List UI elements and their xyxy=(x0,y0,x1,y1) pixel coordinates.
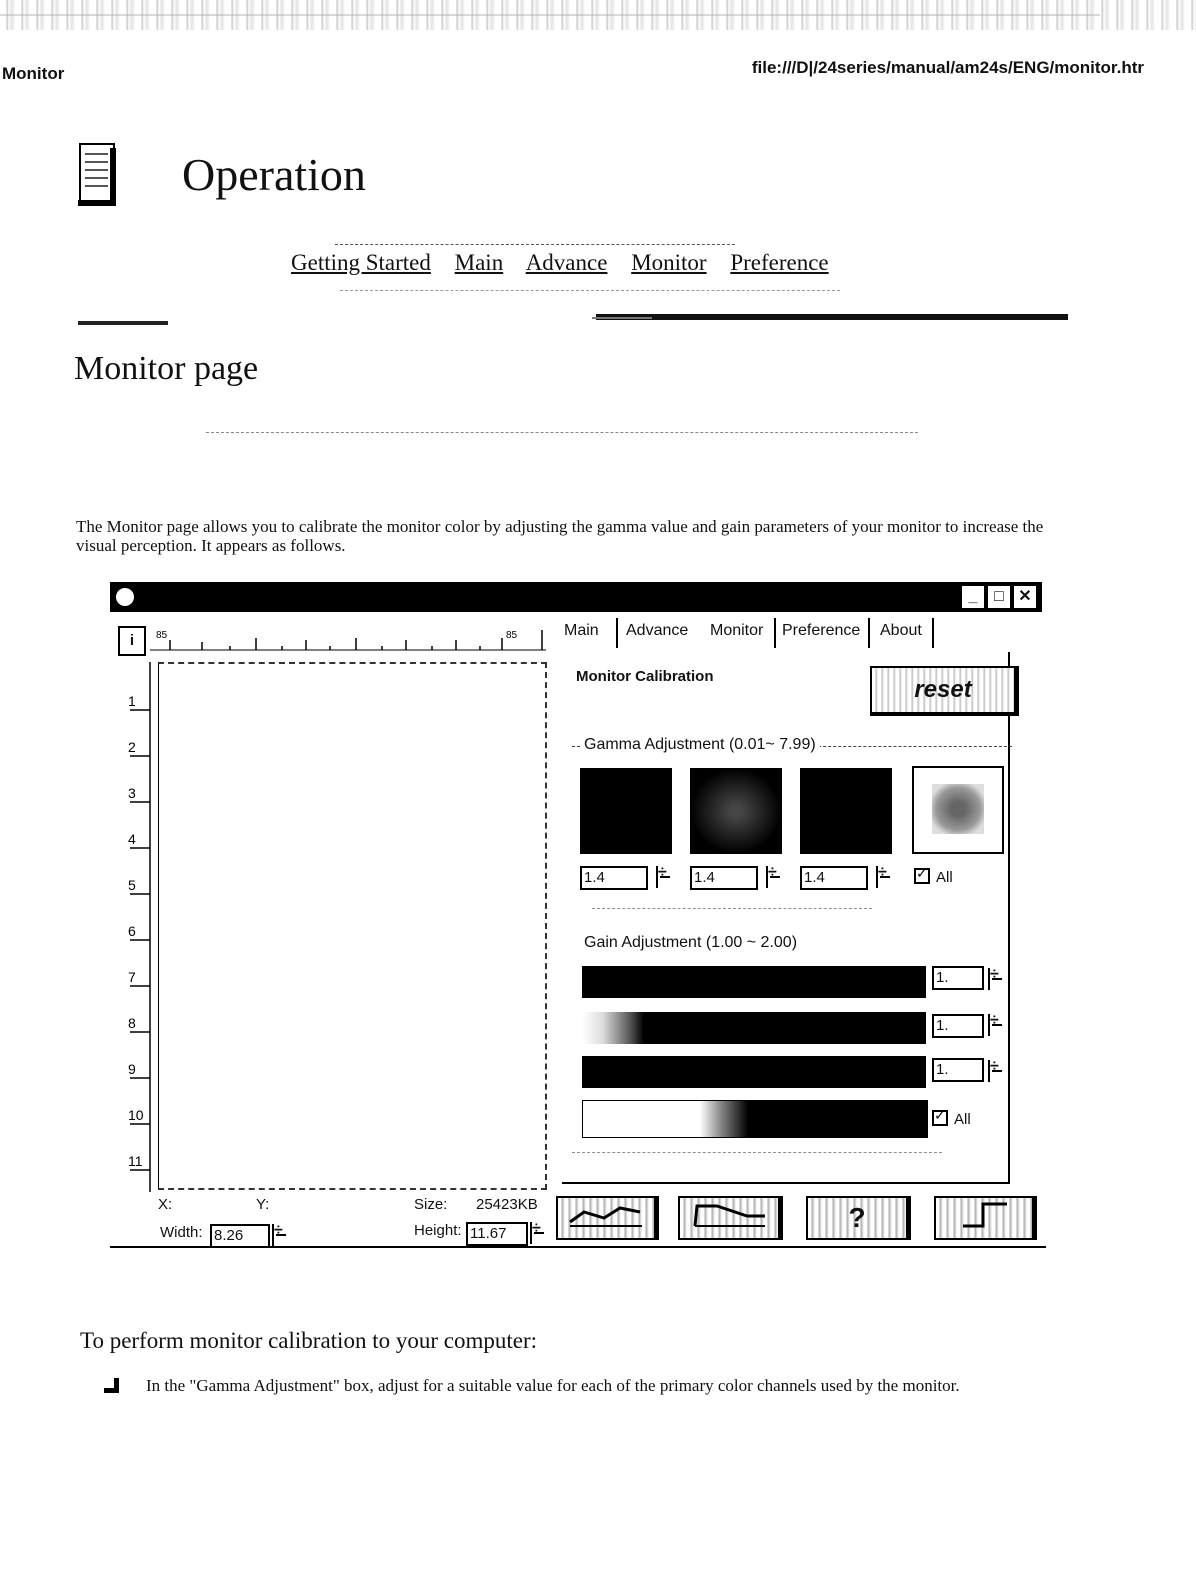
vertical-ruler xyxy=(128,662,152,1192)
gamma-green-spinner[interactable] xyxy=(766,866,782,888)
ruler-v-label: 6 xyxy=(128,923,136,939)
bullet-icon xyxy=(104,1378,122,1394)
nav-divider-bottom xyxy=(340,290,840,292)
tab-separator xyxy=(774,618,776,648)
horizontal-ruler xyxy=(150,626,546,654)
gain-red-input[interactable]: 1. xyxy=(932,966,984,990)
gamma-green-swatch xyxy=(690,768,782,854)
gamma-red-swatch xyxy=(580,768,672,854)
gamma-green-input[interactable]: 1.4 xyxy=(690,866,758,890)
gamma-all-checkbox[interactable] xyxy=(914,866,953,886)
height-label: Height: xyxy=(414,1222,462,1239)
gamma-blue-spinner[interactable] xyxy=(876,866,892,888)
gamma-combined-swatch xyxy=(912,766,1004,854)
tab-about[interactable]: About xyxy=(880,622,922,639)
ruler-v-label: 3 xyxy=(128,785,136,801)
ruler-v-label: 7 xyxy=(128,969,136,985)
tab-preference[interactable]: Preference xyxy=(782,622,861,639)
app-window xyxy=(110,582,1042,1254)
ruler-v-label: 9 xyxy=(128,1061,136,1077)
scan-button[interactable] xyxy=(556,1196,659,1240)
height-spinner[interactable] xyxy=(530,1222,546,1244)
intro-paragraph: The Monitor page allows you to calibrate the monitor color by adjusting the gamma value and gain parameters of your monitor to increase the visual perception. It appears as follows. xyxy=(76,517,1044,555)
ruler-v-label: 8 xyxy=(128,1015,136,1031)
close-button[interactable]: ✕ xyxy=(1012,584,1038,610)
monitor-calibration-heading: Monitor Calibration xyxy=(576,668,714,685)
size-label: Size: xyxy=(414,1196,448,1213)
ruler-v-label: 4 xyxy=(128,831,136,847)
tab-separator xyxy=(616,618,618,648)
rule-right xyxy=(596,314,1068,320)
gain-all-bar[interactable] xyxy=(582,1100,928,1138)
nav-divider-top xyxy=(335,244,735,246)
tab-monitor[interactable]: Monitor xyxy=(710,622,764,639)
gamma-red-input[interactable]: 1.4 xyxy=(580,866,648,890)
gain-blue-bar[interactable] xyxy=(582,1056,926,1088)
exit-button[interactable] xyxy=(934,1196,1037,1240)
nav-link-preference[interactable]: Preference xyxy=(730,250,829,275)
nav-link-getting-started[interactable]: Getting Started xyxy=(291,250,431,275)
window-bottom-rule xyxy=(110,1246,1046,1248)
checkbox-icon xyxy=(914,868,930,884)
cursor-y-label: Y: xyxy=(256,1196,270,1213)
gain-blue-spinner[interactable] xyxy=(988,1060,1004,1082)
print-header-title: Monitor xyxy=(2,64,65,83)
scan-noise xyxy=(0,0,1196,30)
gamma-blue-swatch xyxy=(800,768,892,854)
ruler-v-label: 10 xyxy=(128,1107,144,1123)
tab-advance[interactable]: Advance xyxy=(626,622,689,639)
gain-green-bar[interactable] xyxy=(582,1012,926,1044)
help-button[interactable]: ? xyxy=(806,1196,911,1240)
scan-preview-canvas[interactable] xyxy=(158,662,547,1190)
gain-adjustment-label: Gain Adjustment (1.00 ~ 2.00) xyxy=(580,934,801,952)
gain-all-label: All xyxy=(954,1111,971,1128)
document-icon xyxy=(74,140,120,208)
cursor-x-label: X: xyxy=(158,1196,173,1213)
gain-red-spinner[interactable] xyxy=(988,968,1004,990)
step-1: In the "Gamma Adjustment" box, adjust for a suitable value for each of the primary color channels used by the monitor. xyxy=(146,1376,960,1395)
howto-heading: To perform monitor calibration to your computer: xyxy=(80,1328,537,1353)
width-input[interactable]: 8.26 xyxy=(210,1224,270,1248)
ruler-v-label: 2 xyxy=(128,739,136,755)
tab-main[interactable]: Main xyxy=(564,622,599,639)
gain-red-bar[interactable] xyxy=(582,966,926,998)
print-header-url: file:///D|/24series/manual/am24s/ENG/monitor.htr xyxy=(751,58,1144,77)
app-icon xyxy=(116,588,134,606)
gain-blue-input[interactable]: 1. xyxy=(932,1058,984,1082)
ruler-h-label-start: 85 xyxy=(156,630,168,641)
ruler-v-label: 11 xyxy=(128,1153,143,1169)
rule-left xyxy=(78,321,168,325)
ruler-v-label: 5 xyxy=(128,877,136,893)
gamma-blue-input[interactable]: 1.4 xyxy=(800,866,868,890)
gamma-group-bottom xyxy=(592,908,872,910)
scan-icon xyxy=(564,1198,648,1232)
preview-button[interactable] xyxy=(678,1196,783,1240)
preview-icon xyxy=(687,1198,771,1232)
width-spinner[interactable] xyxy=(272,1224,288,1246)
gamma-all-label: All xyxy=(936,869,953,886)
height-input[interactable]: 11.67 xyxy=(466,1222,528,1246)
title-divider xyxy=(206,432,918,434)
minimize-button[interactable]: _ xyxy=(960,584,986,610)
page-title: Monitor page xyxy=(74,350,259,387)
gain-group-bottom xyxy=(572,1152,942,1154)
ruler-v-label: 1 xyxy=(128,693,136,709)
section-title: Operation xyxy=(182,149,366,200)
gain-green-spinner[interactable] xyxy=(988,1014,1004,1036)
info-button[interactable]: i xyxy=(118,626,146,656)
exit-icon xyxy=(949,1198,1019,1232)
maximize-button[interactable]: □ xyxy=(986,584,1012,610)
gamma-adjustment-label: Gamma Adjustment (0.01~ 7.99) xyxy=(580,736,820,754)
gain-green-input[interactable]: 1. xyxy=(932,1014,984,1038)
window-title-bar xyxy=(110,582,1042,612)
size-value: 25423KB xyxy=(476,1196,538,1213)
nav-link-monitor[interactable]: Monitor xyxy=(631,250,707,275)
reset-button[interactable]: reset xyxy=(870,666,1019,716)
tab-separator xyxy=(932,618,934,648)
gamma-red-spinner[interactable] xyxy=(656,866,672,888)
checkbox-icon xyxy=(932,1110,948,1126)
gain-all-checkbox[interactable] xyxy=(932,1108,971,1128)
tab-separator xyxy=(868,618,870,648)
nav-link-advance[interactable]: Advance xyxy=(525,250,608,275)
nav-link-main[interactable]: Main xyxy=(454,250,504,275)
section-nav xyxy=(291,250,847,276)
ruler-h-label-end: 85 xyxy=(506,630,518,641)
width-label: Width: xyxy=(160,1224,203,1241)
